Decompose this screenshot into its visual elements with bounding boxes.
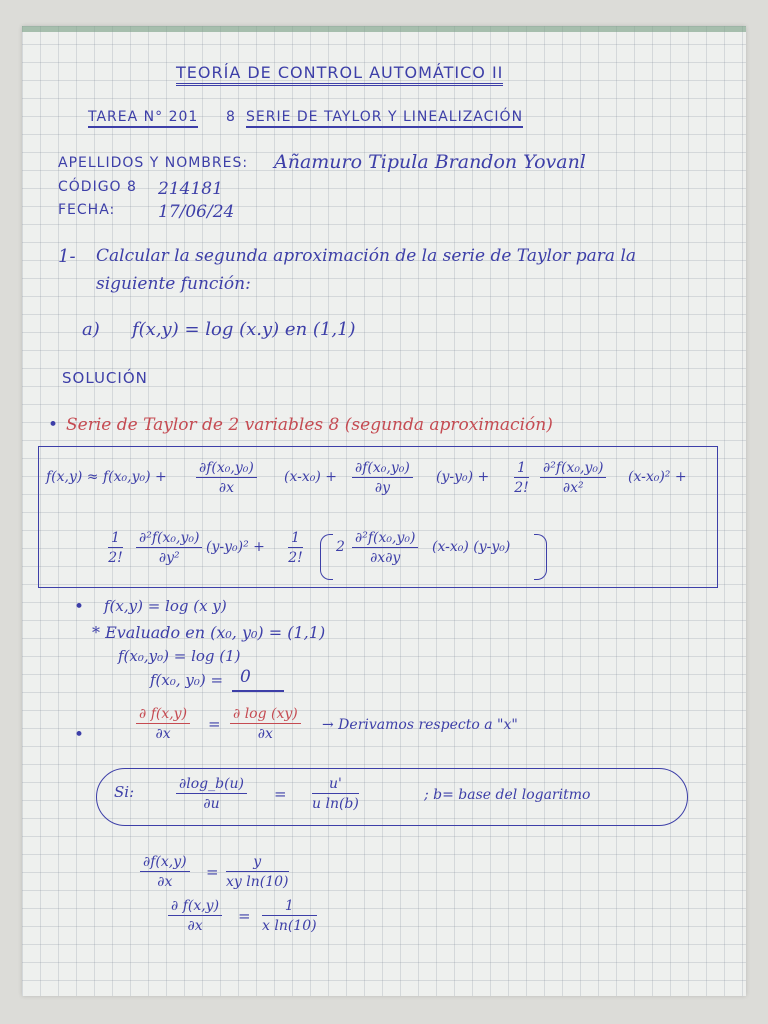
bullet: • (48, 415, 59, 435)
result2-lhs-den: ∂x (187, 918, 203, 934)
log-rule-result-denominator: u ln(b) (312, 796, 359, 812)
term5-coef-half (288, 530, 303, 566)
term1-denominator: ∂x (218, 480, 234, 496)
term5-fraction (352, 530, 418, 566)
term2-denominator: ∂y (374, 480, 390, 496)
part-label: a) (82, 319, 100, 340)
term3-coef-den: 2! (514, 480, 529, 496)
step-bullet-1: • (74, 597, 85, 617)
log-rule-numerator: ∂log_b(u) (176, 776, 247, 794)
result1-lhs (140, 854, 190, 890)
term4-coef (108, 530, 123, 566)
names-value: Añamuro Tipula Brandon Yovanl (274, 151, 586, 173)
term5-denominator: ∂x∂y (370, 550, 401, 566)
term2-fraction (352, 460, 413, 496)
step-bullet-2: • (74, 725, 85, 745)
term4-tail: (y-y₀)² + (206, 539, 265, 555)
term2-tail: (y-y₀) + (436, 469, 490, 485)
code-label: CÓDIGO 8 (58, 179, 137, 195)
result1-lhs-den: ∂x (157, 874, 173, 890)
result2-equals: = (238, 907, 251, 925)
term4-denominator: ∂y² (158, 550, 180, 566)
step-f-eval-result: 0 (240, 667, 251, 687)
result1-rhs-num: y (226, 854, 289, 872)
term5-half-den: 2! (288, 550, 303, 566)
right-bracket (534, 534, 547, 580)
page-title: TEORÍA DE CONTROL AUTOMÁTICO II (176, 64, 503, 86)
partial-fraction (136, 706, 190, 742)
result1-rhs (226, 854, 289, 890)
term1-fraction (196, 460, 257, 496)
term4-coef-num: 1 (108, 530, 123, 548)
assignment-topic: SERIE DE TAYLOR Y LINEALIZACIÓN (246, 110, 523, 128)
term3-numerator: ∂²f(x₀,y₀) (540, 460, 606, 478)
problem-statement-line1: Calcular la segunda aproximación de la serie de Taylor para la (96, 246, 637, 266)
result2-lhs-num: ∂ f(x,y) (168, 898, 222, 916)
step-f-eval-log: f(x₀,y₀) = log (1) (118, 647, 241, 665)
result2-rhs (262, 898, 317, 934)
term3-fraction (540, 460, 606, 496)
log-rule-note: ; b= base del logaritmo (424, 787, 591, 803)
term5-half-num: 1 (288, 530, 303, 548)
term2-numerator: ∂f(x₀,y₀) (352, 460, 413, 478)
log-rule-fraction (176, 776, 247, 812)
date-label: FECHA: (58, 202, 116, 218)
term4-fraction (136, 530, 202, 566)
result1-rhs-den: xy ln(10) (226, 874, 289, 890)
term3-denominator: ∂x² (562, 480, 584, 496)
result2-rhs-den: x ln(10) (262, 918, 317, 934)
series-title: Serie de Taylor de 2 variables 8 (segunda aproximación) (66, 415, 553, 435)
result1-equals: = (206, 863, 219, 881)
term1-numerator: ∂f(x₀,y₀) (196, 460, 257, 478)
log-rule-denominator: ∂u (203, 796, 220, 812)
assignment-separator: 8 (226, 109, 236, 125)
term3-coef-num: 1 (514, 460, 529, 478)
partial-log-fraction (230, 706, 301, 742)
partial-equals: = (208, 715, 221, 733)
step-function: f(x,y) = log (x y) (104, 597, 227, 615)
step-f-eval-lhs: f(x₀, y₀) = (150, 671, 224, 689)
page-edge (22, 26, 746, 32)
term4-coef-den: 2! (108, 550, 123, 566)
names-label: APELLIDOS Y NOMBRES: (58, 155, 249, 171)
term3-tail: (x-x₀)² + (628, 469, 687, 485)
term3-coef (514, 460, 529, 496)
term5-numerator: ∂²f(x₀,y₀) (352, 530, 418, 548)
term4-numerator: ∂²f(x₀,y₀) (136, 530, 202, 548)
date-value: 17/06/24 (158, 202, 235, 222)
si-label: Si: (114, 783, 135, 801)
solution-heading: SOLUCIÓN (62, 369, 148, 387)
step-evaluated: * Evaluado en (x₀, y₀) = (1,1) (92, 623, 326, 642)
partial-log-numerator: ∂ log (xy) (230, 706, 301, 724)
partial-denominator: ∂x (155, 726, 171, 742)
given-function: f(x,y) = log (x.y) en (1,1) (132, 319, 356, 340)
result2-lhs (168, 898, 222, 934)
result-underline (232, 690, 284, 692)
term1-tail: (x-x₀) + (284, 469, 337, 485)
term5-coef: 2 (336, 539, 345, 555)
partial-numerator: ∂ f(x,y) (136, 706, 190, 724)
left-bracket (320, 534, 333, 580)
problem-statement-line2: siguiente función: (96, 274, 251, 294)
assignment-number: TAREA N° 201 (88, 110, 198, 128)
code-value: 214181 (158, 179, 223, 199)
formula-lhs: f(x,y) ≈ f(x₀,y₀) + (46, 469, 167, 485)
log-rule-result-numerator: u' (312, 776, 359, 794)
term5-tail: (x-x₀) (y-y₀) (432, 539, 511, 555)
partial-log-denominator: ∂x (257, 726, 273, 742)
result1-lhs-num: ∂f(x,y) (140, 854, 190, 872)
log-rule-equals: = (274, 785, 287, 803)
derivative-note: → Derivamos respecto a "x" (322, 717, 518, 733)
log-rule-result (312, 776, 359, 812)
result2-rhs-num: 1 (262, 898, 317, 916)
problem-number: 1- (58, 246, 76, 267)
